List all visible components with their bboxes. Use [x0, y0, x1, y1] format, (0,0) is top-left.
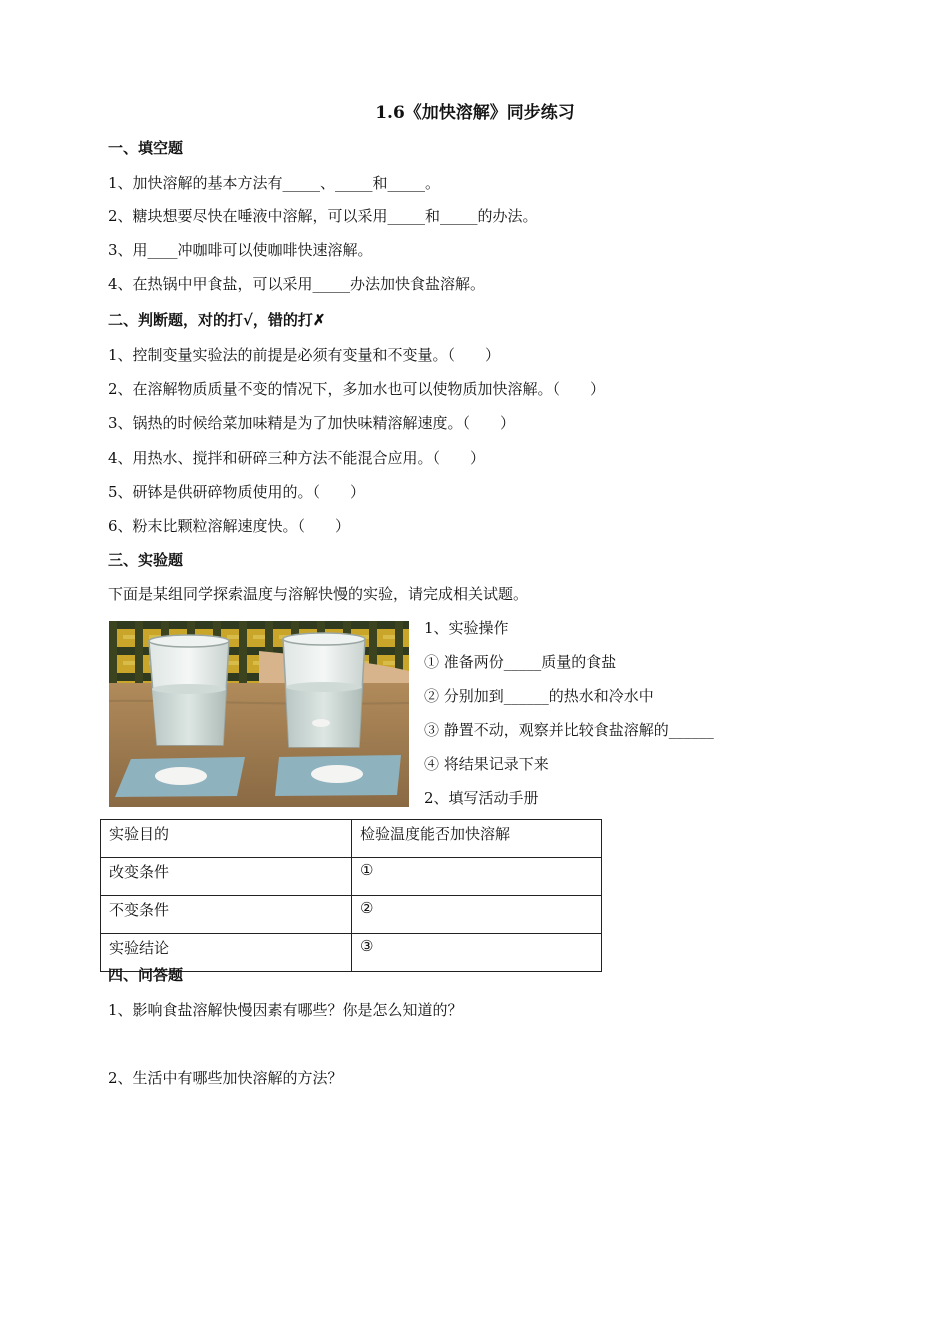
- table-cell: ①: [352, 858, 602, 896]
- experiment-photo: [109, 621, 409, 807]
- fill-blank-item-3: 3、用____冲咖啡可以使咖啡快速溶解。: [108, 241, 373, 259]
- experiment-step-1: 1、实验操作: [424, 619, 509, 637]
- activity-handbook-table: [100, 819, 602, 972]
- experiment-step-6: 2、填写活动手册: [424, 789, 539, 807]
- section-heading-judge: 二、判断题，对的打√，错的打✗: [108, 311, 326, 329]
- table-cell: 实验结论: [101, 934, 352, 972]
- fill-blank-item-4: 4、在热锅中甲食盐，可以采用_____办法加快食盐溶解。: [108, 275, 486, 293]
- experiment-step-4: ③ 静置不动，观察并比较食盐溶解的______: [424, 721, 714, 739]
- table-row: [101, 820, 602, 858]
- table-cell: ②: [352, 896, 602, 934]
- qa-item-1: 1、影响食盐溶解快慢因素有哪些？你是怎么知道的？: [108, 1001, 463, 1019]
- qa-item-2: 2、生活中有哪些加快溶解的方法？: [108, 1069, 343, 1087]
- section-heading-qa: 四、问答题: [108, 966, 184, 984]
- judge-item-2: 2、在溶解物质质量不变的情况下，多加水也可以使物质加快溶解。（ ）: [108, 380, 606, 398]
- table-cell: 实验目的: [101, 820, 352, 858]
- judge-item-3: 3、锅热的时候给菜加味精是为了加快味精溶解速度。（ ）: [108, 414, 516, 432]
- experiment-step-3: ② 分别加到______的热水和冷水中: [424, 687, 654, 705]
- table-row: [101, 858, 602, 896]
- table-cell: 不变条件: [101, 896, 352, 934]
- table-cell: 检验温度能否加快溶解: [352, 820, 602, 858]
- table-cell: 改变条件: [101, 858, 352, 896]
- experiment-step-2: ① 准备两份_____质量的食盐: [424, 653, 617, 671]
- section-heading-fill-blank: 一、填空题: [108, 139, 184, 157]
- table-row: [101, 896, 602, 934]
- experiment-intro: 下面是某组同学探索温度与溶解快慢的实验，请完成相关试题。: [108, 585, 529, 603]
- table-cell: ③: [352, 934, 602, 972]
- judge-item-4: 4、用热水、搅拌和研碎三种方法不能混合应用。（ ）: [108, 449, 486, 467]
- page-title: 1.6《加快溶解》同步练习: [375, 103, 575, 123]
- fill-blank-item-1: 1、加快溶解的基本方法有_____、_____和_____。: [108, 174, 441, 192]
- section-heading-experiment: 三、实验题: [108, 551, 184, 569]
- judge-item-6: 6、粉末比颗粒溶解速度快。（ ）: [108, 517, 351, 535]
- experiment-step-5: ④ 将结果记录下来: [424, 755, 549, 773]
- judge-item-1: 1、控制变量实验法的前提是必须有变量和不变量。（ ）: [108, 346, 501, 364]
- fill-blank-item-2: 2、糖块想要尽快在唾液中溶解，可以采用_____和_____的办法。: [108, 207, 538, 225]
- judge-item-5: 5、研钵是供研碎物质使用的。（ ）: [108, 483, 366, 501]
